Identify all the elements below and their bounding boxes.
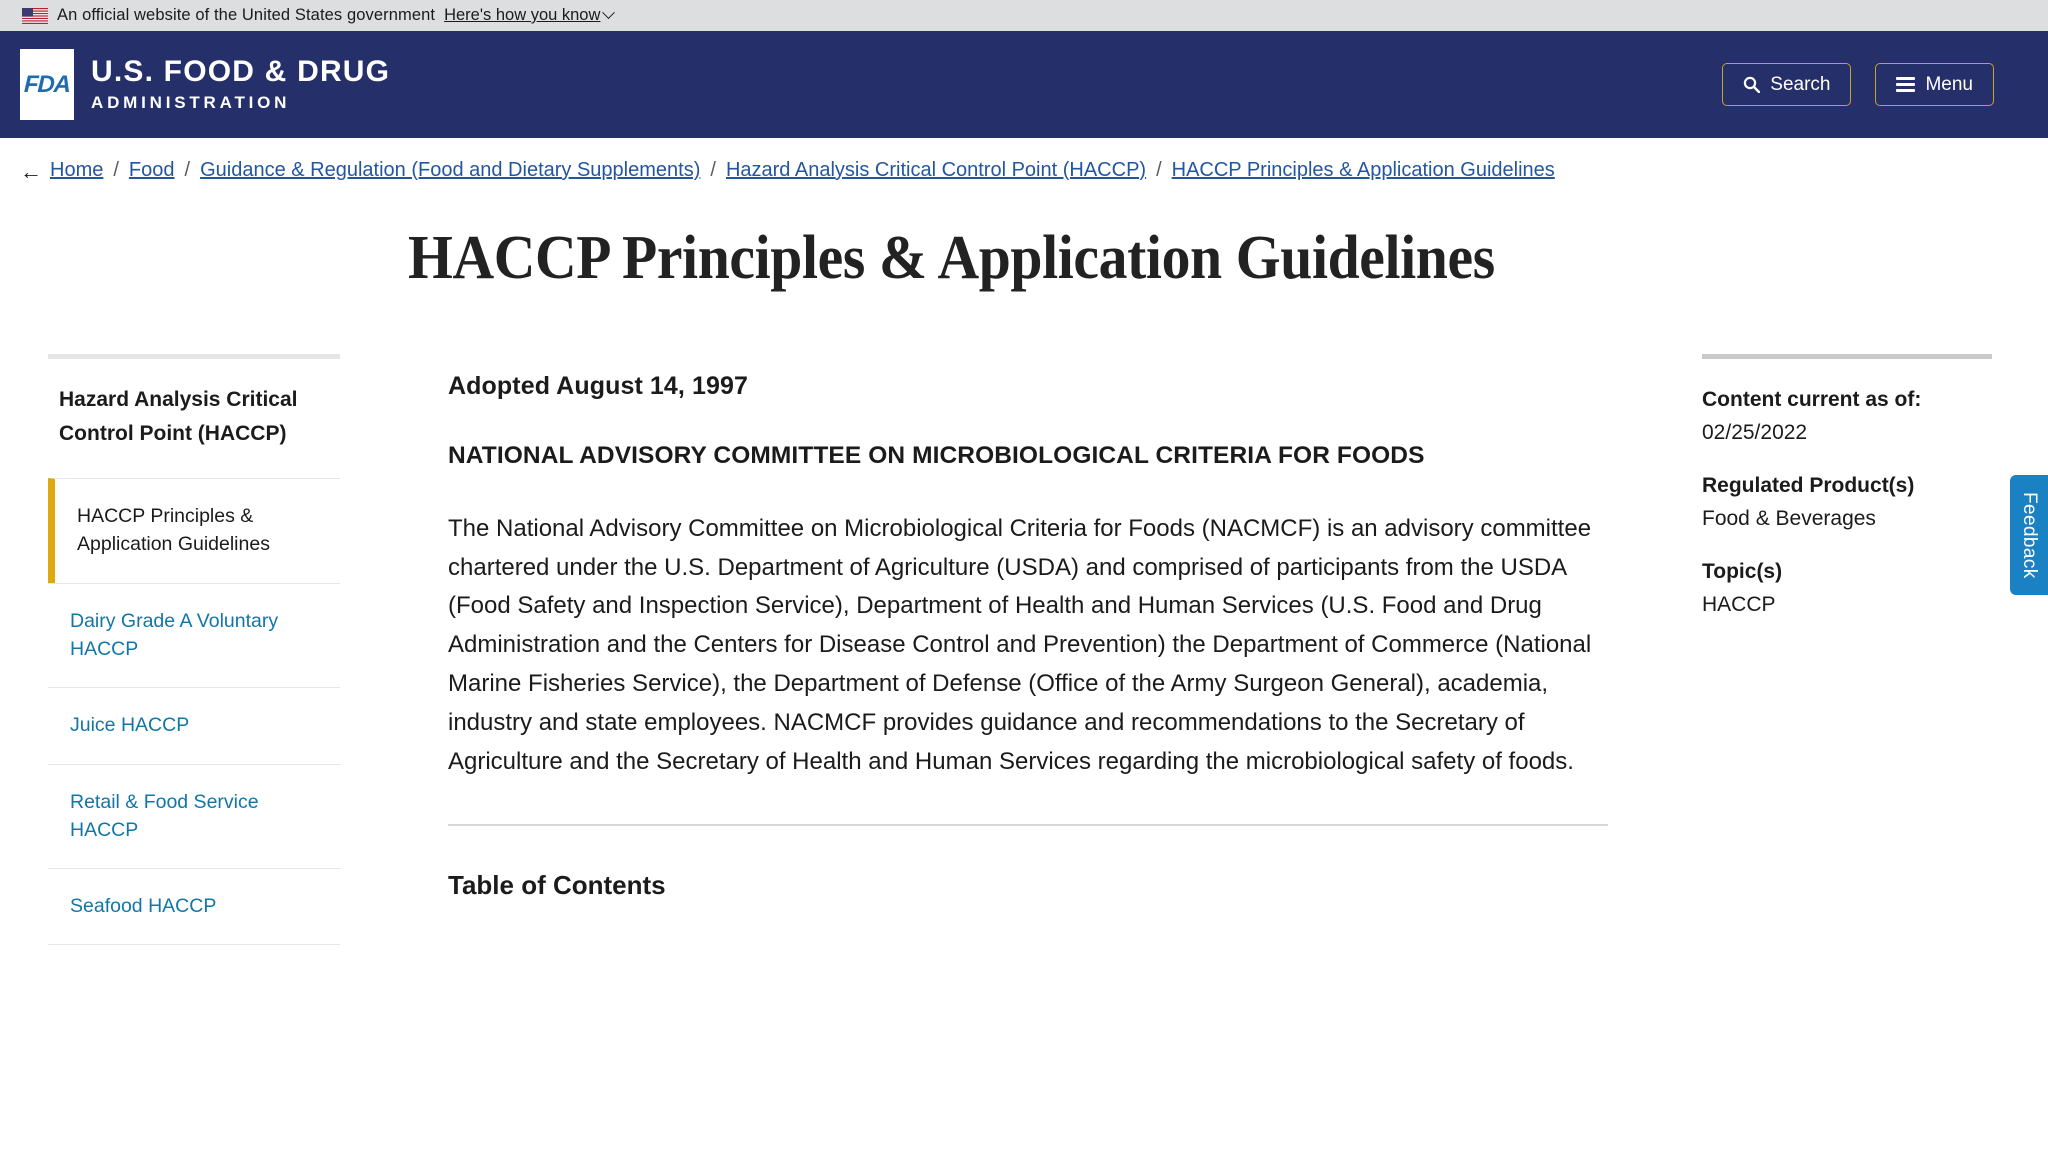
sidebar-item-haccp-principles[interactable] <box>48 478 340 583</box>
menu-button-label: Menu <box>1925 74 1973 95</box>
main-content <box>448 354 1608 901</box>
us-flag-icon <box>22 8 48 24</box>
hamburger-menu-icon <box>1896 77 1915 92</box>
sidebar-item-label: HACCP Principles & Application Guidelines <box>77 505 270 556</box>
breadcrumb-item-food[interactable]: Food <box>128 159 175 181</box>
sidebar-item-juice-haccp[interactable] <box>48 687 340 763</box>
sidebar-item-dairy-grade-a[interactable] <box>48 583 340 688</box>
topic-label: Topic(s) <box>1702 560 1783 584</box>
sidebar-item-label: Juice HACCP <box>70 714 190 737</box>
feedback-tab[interactable] <box>2010 475 2048 595</box>
gov-how-you-know-link[interactable] <box>444 6 613 25</box>
brand-title: U.S. FOOD & DRUG <box>91 55 391 89</box>
breadcrumb-separator: / <box>184 159 191 181</box>
gov-how-you-know-label: Here's how you know <box>444 6 601 24</box>
page-layout <box>0 354 2048 945</box>
regulated-product-label: Regulated Product(s) <box>1702 474 1915 498</box>
sidebar-item-seafood-haccp[interactable] <box>48 868 340 944</box>
topic-block <box>1702 560 1992 617</box>
sidebar-heading: Hazard Analysis Critical Control Point (HACCP) <box>59 388 298 446</box>
fda-logo-icon <box>20 49 74 120</box>
fda-brand[interactable] <box>20 49 390 120</box>
breadcrumb <box>0 138 2048 200</box>
menu-button[interactable] <box>1875 63 1994 106</box>
sidebar-item-label: Retail & Food Service HACCP <box>70 790 259 841</box>
search-icon <box>1743 76 1760 93</box>
topic-value: HACCP <box>1702 593 1776 617</box>
gov-banner-text: An official website of the United States government <box>57 6 436 24</box>
brand-subtitle: ADMINISTRATION <box>91 92 291 112</box>
breadcrumb-item-haccp[interactable]: Hazard Analysis Critical Control Point (HACCP) <box>725 159 1147 181</box>
search-button-label: Search <box>1770 74 1831 95</box>
content-current-label: Content current as of: <box>1702 388 1922 412</box>
sidebar-bottom-divider <box>48 944 340 945</box>
right-rail-top-divider <box>1702 354 1992 359</box>
table-of-contents-heading: Table of Contents <box>448 869 666 900</box>
breadcrumb-item-current[interactable]: HACCP Principles & Application Guidelines <box>1171 159 1555 181</box>
breadcrumb-item-home[interactable]: Home <box>50 159 104 181</box>
breadcrumb-item-guidance-regulation[interactable]: Guidance & Regulation (Food and Dietary Supplements) <box>200 159 701 181</box>
right-rail <box>1702 354 1992 617</box>
site-header <box>0 31 2048 138</box>
adopted-date: Adopted August 14, 1997 <box>448 372 749 401</box>
content-current-value: 02/25/2022 <box>1702 421 1808 445</box>
left-sidebar-nav <box>48 354 340 945</box>
intro-paragraph: The National Advisory Committee on Microbiological Criteria for Foods (NACMCF) is an advisory committee chartered under the U.S. Department of Agriculture (USDA) and comprised of participants from the USDA (Food Safety and Inspection Service), Department of Health and Human Services (U.S. Food and Drug Administration and the Centers for Disease Control and Prevention) the Department of Commerce (National Marine Fisheries Service), the Department of Defense (Office of the Army Surgeon General), academia, industry and state employees. NACMCF provides guidance and recommendations to the Secretary of Agriculture and the Secretary of Health and Human Services regarding the microbiological safety of foods. <box>448 514 1592 775</box>
breadcrumb-separator: / <box>113 159 119 181</box>
regulated-product-value: Food & Beverages <box>1702 507 1876 531</box>
sidebar-item-label: Seafood HACCP <box>70 895 217 918</box>
content-current-block <box>1702 388 1992 445</box>
fda-logo-text: FDA <box>23 70 71 98</box>
chevron-down-icon <box>603 6 616 19</box>
brand-lines <box>91 56 390 113</box>
breadcrumb-separator: / <box>710 159 716 181</box>
feedback-tab-label: Feedback <box>2019 491 2040 579</box>
arrow-left-icon: ← <box>20 158 42 184</box>
page-title: HACCP Principles & Application Guidelines <box>408 224 1495 292</box>
sidebar-item-retail-food-service[interactable] <box>48 764 340 869</box>
search-button[interactable] <box>1722 63 1851 106</box>
gov-banner <box>0 0 2048 31</box>
breadcrumb-separator: / <box>1156 159 1162 181</box>
header-actions <box>1722 63 1994 106</box>
content-divider <box>448 824 1608 826</box>
committee-heading: NATIONAL ADVISORY COMMITTEE ON MICROBIOLOGICAL CRITERIA FOR FOODS <box>448 442 1425 470</box>
page-title-wrap <box>0 200 2048 314</box>
sidebar-item-label: Dairy Grade A Voluntary HACCP <box>70 609 279 661</box>
regulated-product-block <box>1702 474 1992 531</box>
